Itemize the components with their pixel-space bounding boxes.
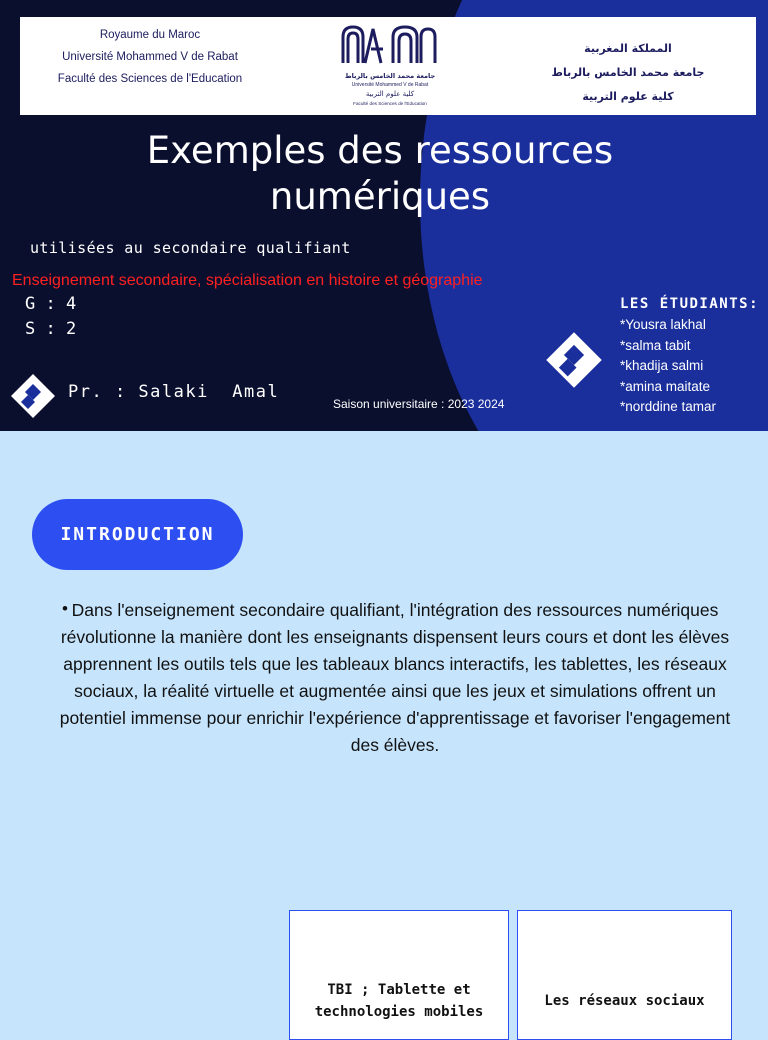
introduction-button[interactable]: INTRODUCTION bbox=[32, 499, 243, 570]
students-list bbox=[620, 315, 716, 418]
season-label: Saison universitaire : 2023 2024 bbox=[333, 397, 505, 411]
subtitle: utilisées au secondaire qualifiant bbox=[30, 239, 351, 257]
banner-right-line: المملكة المغربية bbox=[584, 42, 672, 55]
resource-card-social-networks[interactable] bbox=[517, 910, 732, 1040]
resource-card-tbi[interactable] bbox=[289, 910, 509, 1040]
banner-left-line: Royaume du Maroc bbox=[99, 29, 201, 41]
students-heading: LES ÉTUDIANTS: bbox=[620, 296, 760, 312]
page-title bbox=[0, 128, 760, 220]
card-label-line: technologies mobiles bbox=[314, 1004, 484, 1020]
introduction-paragraph: Dans l'enseignement secondaire qualifiant, l'intégration des ressources numériques révolutionne la manière dont les enseignants dispensent leurs cours et dont les élèves apprennent les outils tels que les tableaux blancs interactifs, les tablettes, les réseaux sociaux, la réalité virtuelle et augmentée ainsi que les jeux et simulations offrent un potentiel immense pour enrichir l'expérience d'apprentissage et favoriser l'engagement des élèves. bbox=[59, 600, 731, 755]
student-item: *salma tabit bbox=[620, 337, 691, 353]
institution-banner bbox=[20, 17, 756, 115]
student-item: *amina maitate bbox=[620, 378, 711, 394]
diamond-logo-icon bbox=[545, 331, 603, 389]
logo-university-text: Université Mohammed V de Rabat bbox=[351, 82, 429, 88]
hero-section bbox=[0, 0, 768, 431]
title-line: Exemples des ressources bbox=[146, 129, 614, 172]
section-label: S : 2 bbox=[25, 319, 77, 339]
student-item: *norddine tamar bbox=[620, 399, 717, 414]
card-label bbox=[290, 979, 508, 1023]
banner-left-line: Université Mohammed V de Rabat bbox=[62, 51, 238, 63]
svg-text:كلية علوم التربية: كلية علوم التربية bbox=[365, 90, 415, 98]
logo-faculty-text: Faculté des Sciences de l'Education bbox=[353, 101, 427, 106]
title-line: numériques bbox=[269, 175, 491, 218]
group-label: G : 4 bbox=[25, 294, 77, 314]
card-label: Les réseaux sociaux bbox=[544, 993, 705, 1009]
specialization-line: Enseignement secondaire, spécialisation en histoire et géographie bbox=[12, 272, 483, 289]
banner-left-line: Faculté des Sciences de l'Education bbox=[57, 73, 243, 85]
student-item: *khadija salmi bbox=[620, 358, 704, 373]
student-item: *Yousra lakhal bbox=[620, 317, 706, 332]
banner-right-text bbox=[528, 37, 728, 109]
bullet-marker: • bbox=[62, 599, 68, 618]
banner-right-line: جامعة محمد الخامس بالرباط bbox=[551, 66, 705, 79]
professor-name: Pr. : Salaki Amal bbox=[68, 382, 280, 402]
university-logo bbox=[335, 23, 445, 109]
banner-right-line: كلية علوم التربية bbox=[582, 90, 674, 103]
diamond-logo-icon bbox=[10, 373, 56, 419]
card-label-line: TBI ; Tablette et bbox=[327, 982, 471, 998]
banner-left-text bbox=[20, 24, 280, 90]
svg-text:جامعة محمد الخامس بالرباط: جامعة محمد الخامس بالرباط bbox=[344, 72, 436, 80]
